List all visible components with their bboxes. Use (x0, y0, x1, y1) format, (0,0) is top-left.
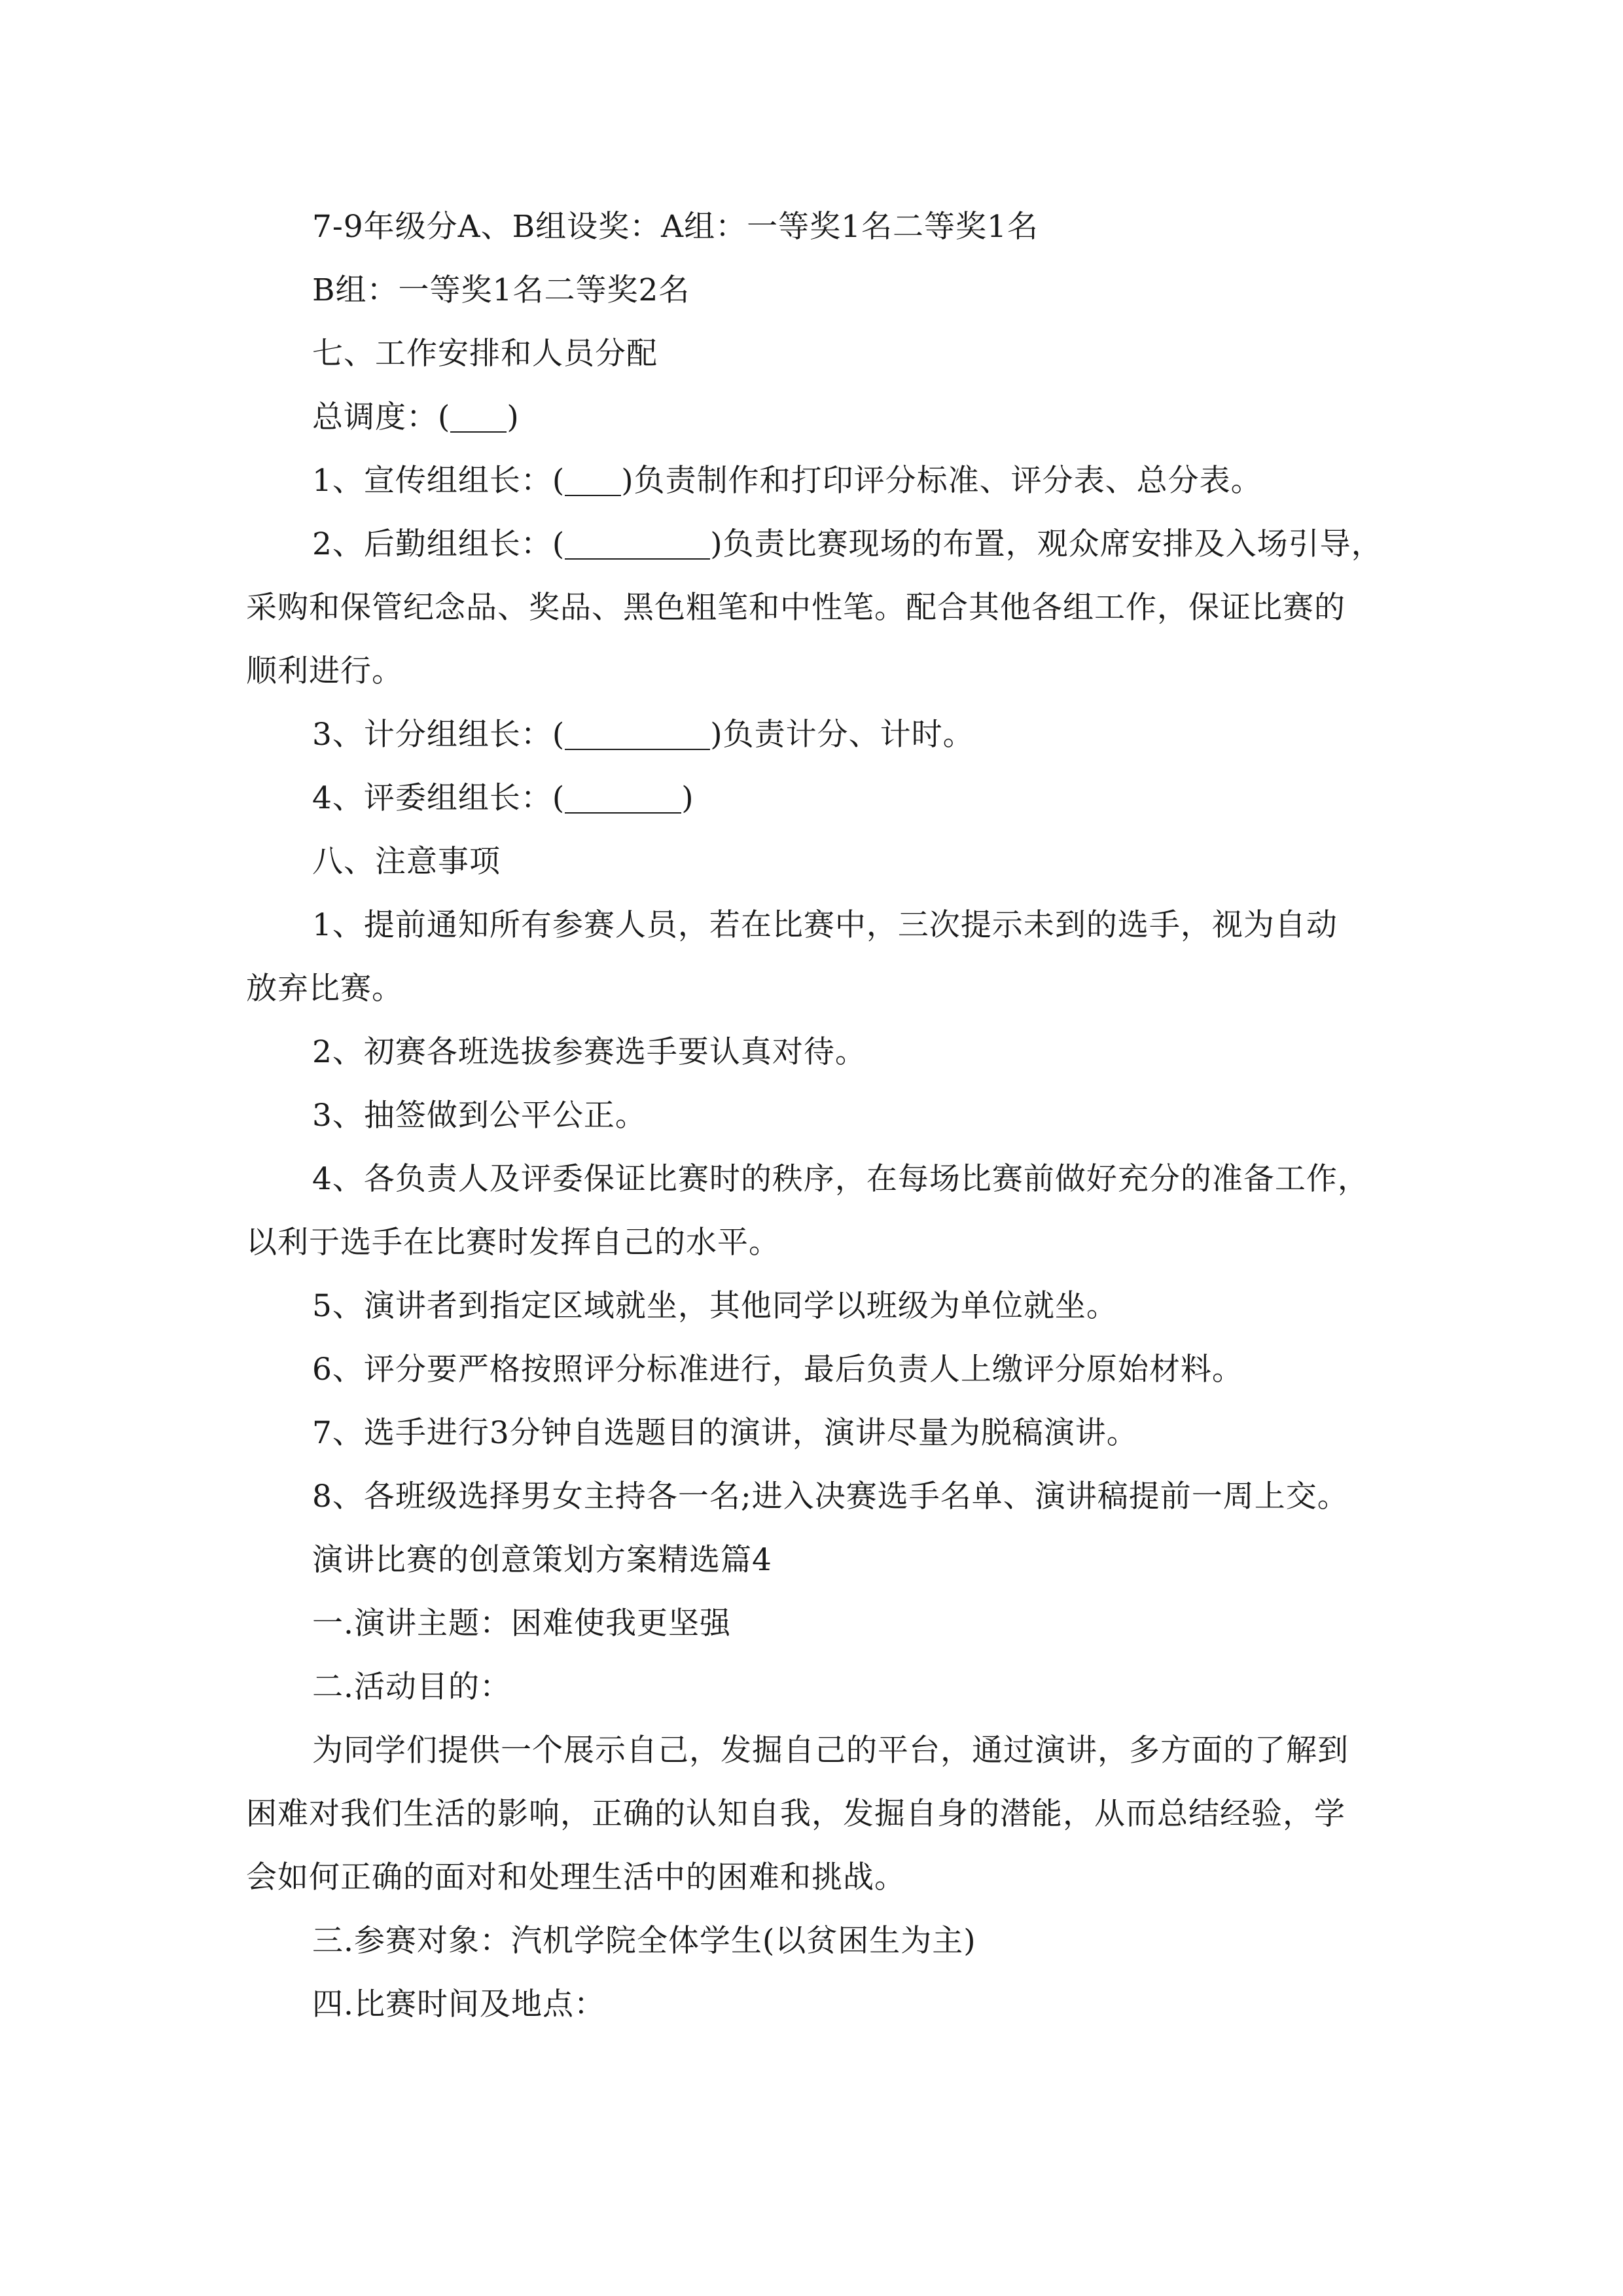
fill-blank (450, 393, 507, 433)
time-place-heading: 四.比赛时间及地点： (312, 1986, 605, 2022)
logistics-continued-line: 采购和保管纪念品、奖品、黑色粗笔和中性笔。配合其他各组工作，保证比赛的 (246, 590, 1346, 626)
note-7-line: 7、选手进行3分钟自选题目的演讲，演讲尽量为脱稿演讲。 (312, 1415, 1138, 1451)
fill-blank (565, 520, 710, 560)
note-1-line: 1、提前通知所有参赛人员，若在比赛中，三次提示未到的选手，视为自动 (312, 907, 1338, 943)
purpose-paragraph-line-2: 困难对我们生活的影响，正确的认知自我，发掘自身的潜能，从而总结经验，学 (246, 1796, 1346, 1832)
chapter-title: 演讲比赛的创意策划方案精选篇4 (312, 1542, 772, 1578)
section-heading-7: 七、工作安排和人员分配 (312, 336, 658, 372)
judges-leader-line: 4、评委组组长：( ) (246, 766, 1398, 830)
note-4-line: 4、各负责人及评委保证比赛时的秩序，在每场比赛前做好充分的准备工作， (312, 1161, 1369, 1197)
note-4-continued: 以利于选手在比赛时发挥自己的水平。 (246, 1225, 780, 1261)
note-8-line: 8、各班级选择男女主持各一名;进入决赛选手名单、演讲稿提前一周上交。 (312, 1479, 1349, 1515)
publicity-leader-line: 1、宣传组组长：( )负责制作和打印评分标准、评分表、总分表。 (246, 449, 1398, 512)
section-heading-8: 八、注意事项 (312, 844, 501, 880)
award-line-b-group: B组：一等奖1名二等奖2名 (312, 272, 690, 308)
fill-blank (565, 457, 621, 496)
note-2-line: 2、初赛各班选拔参赛选手要认真对待。 (312, 1034, 866, 1070)
note-3-line: 3、抽签做到公平公正。 (312, 1098, 647, 1134)
participants-line: 三.参赛对象：汽机学院全体学生(以贫困生为主) (312, 1923, 976, 1959)
fill-blank (565, 711, 710, 750)
general-dispatcher-line: 总调度：( ) (246, 386, 1398, 449)
logistics-leader-line: 2、后勤组组长：( )负责比赛现场的布置，观众席安排及入场引导， (246, 512, 1398, 576)
note-6-line: 6、评分要严格按照评分标准进行，最后负责人上缴评分原始材料。 (312, 1352, 1243, 1388)
logistics-end-line: 顺利进行。 (246, 653, 403, 689)
fill-blank (565, 774, 681, 814)
note-1-continued: 放弃比赛。 (246, 971, 403, 1007)
note-5-line: 5、演讲者到指定区域就坐，其他同学以班级为单位就坐。 (312, 1288, 1118, 1324)
scoring-leader-line: 3、计分组组长：( )负责计分、计时。 (246, 703, 1398, 766)
purpose-paragraph-line-3: 会如何正确的面对和处理生活中的困难和挑战。 (246, 1859, 906, 1895)
purpose-paragraph-line-1: 为同学们提供一个展示自己，发掘自己的平台，通过演讲，多方面的了解到 (312, 1732, 1349, 1768)
document-body (246, 195, 1398, 2036)
speech-theme-line: 一.演讲主题：困难使我更坚强 (312, 1605, 731, 1641)
activity-purpose-heading: 二.活动目的： (312, 1669, 511, 1705)
award-line-ab-groups: 7-9年级分A、B组设奖：A组：一等奖1名二等奖1名 (312, 209, 1039, 245)
